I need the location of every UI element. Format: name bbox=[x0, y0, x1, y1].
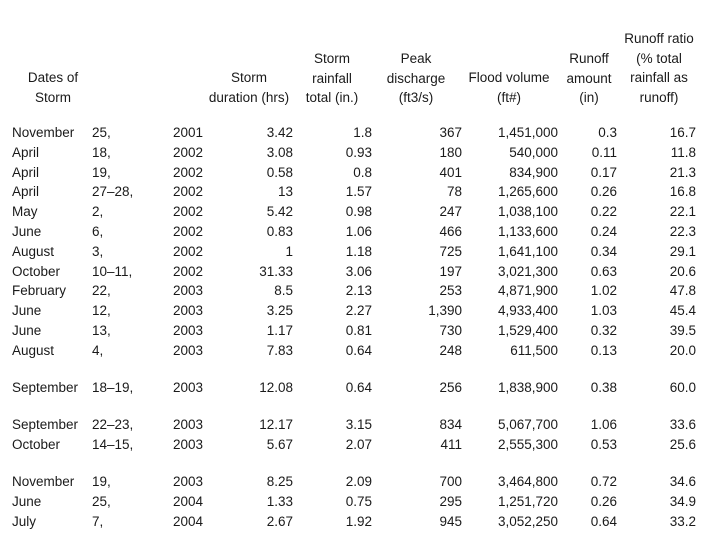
cell-flood-volume: 3,021,300 bbox=[497, 263, 558, 279]
cell-runoff-ratio: 60.0 bbox=[669, 380, 696, 395]
cell-runoff-ratio: 33.6 bbox=[669, 417, 696, 432]
cell-rainfall: 0.98 bbox=[345, 204, 372, 220]
cell-runoff-ratio: 25.6 bbox=[669, 436, 696, 452]
cell-month: September bbox=[12, 417, 79, 432]
cell-day: 6, bbox=[92, 224, 104, 239]
cell-year: 2003 bbox=[173, 380, 204, 395]
cell-year: 2003 bbox=[173, 342, 204, 358]
cell-year: 2002 bbox=[173, 184, 204, 200]
cell-peak-discharge: 730 bbox=[439, 323, 462, 338]
cell-day: 3, bbox=[92, 243, 104, 259]
cell-month: November bbox=[12, 125, 75, 140]
cell-month: May bbox=[12, 204, 38, 220]
cell-day: 7, bbox=[92, 513, 104, 529]
cell-flood-volume: 1,133,600 bbox=[497, 224, 558, 239]
cell-peak-discharge: 834 bbox=[439, 417, 462, 432]
cell-day: 19, bbox=[92, 164, 111, 180]
cell-flood-volume: 5,067,700 bbox=[497, 417, 558, 432]
cell-peak-discharge: 1,390 bbox=[428, 303, 462, 319]
cell-rainfall: 2.09 bbox=[345, 474, 372, 489]
cell-year: 2002 bbox=[173, 243, 204, 259]
cell-runoff-ratio: 45.4 bbox=[669, 303, 696, 319]
cell-month: June bbox=[12, 303, 42, 319]
cell-runoff-amount: 0.17 bbox=[590, 164, 617, 180]
header-line: (% total bbox=[636, 50, 682, 66]
cell-runoff-ratio: 29.1 bbox=[669, 243, 696, 259]
cell-duration: 31.33 bbox=[259, 263, 293, 279]
header-line: Runoff bbox=[569, 51, 609, 66]
header-line: amount bbox=[566, 70, 612, 86]
cell-runoff-amount: 0.11 bbox=[591, 144, 617, 160]
cell-peak-discharge: 248 bbox=[439, 342, 462, 358]
cell-peak-discharge: 411 bbox=[440, 436, 462, 452]
cell-flood-volume: 834,900 bbox=[509, 164, 558, 180]
table-row bbox=[0, 242, 720, 262]
cell-runoff-ratio: 33.2 bbox=[669, 513, 696, 529]
cell-year: 2002 bbox=[173, 263, 204, 279]
header-line: (ft3/s) bbox=[398, 90, 434, 105]
cell-rainfall: 0.8 bbox=[353, 164, 372, 180]
cell-duration: 7.83 bbox=[266, 342, 293, 358]
cell-year: 2002 bbox=[173, 164, 204, 180]
header-peak-discharge bbox=[378, 49, 454, 108]
cell-day: 25, bbox=[92, 125, 111, 140]
cell-day: 14–15, bbox=[92, 436, 134, 452]
cell-day: 10–11, bbox=[92, 263, 133, 279]
cell-month: October bbox=[12, 436, 61, 452]
cell-day: 4, bbox=[92, 342, 104, 358]
cell-flood-volume: 4,933,400 bbox=[497, 303, 558, 319]
header-line: discharge bbox=[386, 70, 446, 86]
cell-day: 27–28, bbox=[92, 184, 134, 200]
cell-day: 2, bbox=[92, 204, 104, 220]
cell-peak-discharge: 725 bbox=[439, 243, 462, 259]
cell-day: 22, bbox=[92, 283, 111, 299]
table-row bbox=[0, 472, 720, 492]
header-line: Storm bbox=[230, 70, 267, 85]
cell-duration: 2.67 bbox=[266, 513, 293, 529]
header-line: Storm bbox=[34, 89, 71, 105]
header-flood-volume bbox=[456, 68, 562, 107]
cell-peak-discharge: 466 bbox=[439, 224, 462, 239]
cell-duration: 12.17 bbox=[259, 417, 293, 432]
cell-peak-discharge: 945 bbox=[439, 513, 462, 529]
cell-duration: 12.08 bbox=[259, 380, 293, 395]
header-line: (in) bbox=[579, 90, 599, 105]
cell-runoff-amount: 0.26 bbox=[590, 493, 617, 509]
header-line: Runoff ratio bbox=[624, 31, 694, 46]
cell-rainfall: 0.64 bbox=[345, 342, 372, 358]
cell-flood-volume: 3,052,250 bbox=[497, 513, 558, 529]
cell-flood-volume: 1,641,100 bbox=[497, 243, 558, 259]
header-line: total (in.) bbox=[305, 90, 359, 105]
cell-flood-volume: 2,555,300 bbox=[497, 436, 558, 452]
table-row bbox=[0, 415, 720, 435]
cell-duration: 3.42 bbox=[266, 125, 293, 140]
table-row bbox=[0, 123, 720, 143]
table-row bbox=[0, 143, 720, 163]
cell-duration: 5.42 bbox=[266, 204, 293, 220]
header-line: Dates of bbox=[27, 70, 79, 85]
header-line: rainfall as bbox=[630, 70, 688, 85]
cell-runoff-ratio: 16.7 bbox=[669, 125, 696, 140]
cell-rainfall: 1.18 bbox=[345, 243, 372, 259]
table-row bbox=[0, 202, 720, 222]
cell-duration: 0.58 bbox=[266, 164, 293, 180]
cell-flood-volume: 540,000 bbox=[509, 144, 558, 160]
header-storm-duration bbox=[200, 68, 298, 107]
cell-peak-discharge: 295 bbox=[439, 493, 462, 509]
cell-peak-discharge: 180 bbox=[439, 144, 462, 160]
cell-peak-discharge: 367 bbox=[439, 125, 462, 140]
cell-day: 13, bbox=[92, 323, 111, 338]
cell-month: April bbox=[12, 144, 40, 160]
cell-year: 2003 bbox=[173, 283, 204, 299]
cell-month: June bbox=[12, 224, 42, 239]
cell-flood-volume: 1,251,720 bbox=[497, 493, 558, 509]
cell-peak-discharge: 247 bbox=[439, 204, 462, 220]
table-row bbox=[0, 321, 720, 341]
cell-runoff-ratio: 22.1 bbox=[669, 204, 696, 220]
cell-peak-discharge: 256 bbox=[439, 380, 462, 395]
cell-month: September bbox=[12, 380, 79, 395]
cell-year: 2002 bbox=[173, 144, 204, 160]
cell-year: 2002 bbox=[173, 224, 204, 239]
cell-day: 18, bbox=[92, 144, 111, 160]
cell-month: June bbox=[12, 493, 42, 509]
cell-year: 2003 bbox=[173, 474, 204, 489]
header-storm-rainfall bbox=[296, 49, 368, 108]
cell-runoff-ratio: 20.0 bbox=[669, 342, 696, 358]
header-line: Peak bbox=[400, 51, 432, 66]
cell-rainfall: 2.13 bbox=[345, 283, 372, 299]
cell-rainfall: 1.06 bbox=[345, 224, 372, 239]
cell-runoff-ratio: 47.8 bbox=[669, 283, 696, 299]
cell-year: 2001 bbox=[173, 125, 204, 140]
cell-runoff-amount: 0.3 bbox=[598, 125, 617, 140]
cell-flood-volume: 4,871,900 bbox=[497, 283, 558, 299]
cell-duration: 8.5 bbox=[274, 283, 293, 299]
cell-runoff-ratio: 16.8 bbox=[669, 184, 696, 200]
cell-duration: 1.33 bbox=[266, 493, 293, 509]
cell-day: 19, bbox=[92, 474, 111, 489]
cell-year: 2004 bbox=[173, 493, 204, 509]
cell-runoff-ratio: 20.6 bbox=[669, 263, 696, 279]
cell-month: August bbox=[12, 243, 55, 259]
cell-runoff-amount: 1.02 bbox=[590, 283, 617, 299]
cell-runoff-ratio: 21.3 bbox=[669, 164, 696, 180]
table-row bbox=[0, 512, 720, 532]
cell-runoff-amount: 0.26 bbox=[590, 184, 617, 200]
cell-year: 2002 bbox=[173, 204, 204, 220]
cell-runoff-amount: 0.22 bbox=[590, 204, 617, 220]
cell-flood-volume: 1,838,900 bbox=[497, 380, 558, 395]
cell-runoff-amount: 1.06 bbox=[590, 417, 617, 432]
cell-runoff-amount: 0.24 bbox=[590, 224, 617, 239]
cell-duration: 13 bbox=[277, 184, 293, 200]
header-runoff-ratio bbox=[612, 29, 706, 107]
cell-rainfall: 2.07 bbox=[345, 436, 372, 452]
header-line: (ft#) bbox=[496, 89, 521, 105]
cell-month: November bbox=[12, 474, 75, 489]
cell-peak-discharge: 700 bbox=[439, 474, 462, 489]
table-row bbox=[0, 378, 720, 398]
cell-duration: 0.83 bbox=[266, 224, 293, 239]
cell-rainfall: 0.93 bbox=[345, 144, 372, 160]
cell-rainfall: 0.75 bbox=[345, 493, 372, 509]
header-line: runoff) bbox=[639, 89, 679, 105]
cell-runoff-amount: 0.63 bbox=[590, 263, 617, 279]
cell-peak-discharge: 197 bbox=[439, 263, 462, 279]
cell-runoff-ratio: 34.9 bbox=[669, 493, 696, 509]
cell-runoff-amount: 0.72 bbox=[590, 474, 617, 489]
cell-runoff-amount: 1.03 bbox=[590, 303, 617, 319]
header-line: duration (hrs) bbox=[208, 89, 290, 105]
cell-flood-volume: 1,038,100 bbox=[497, 204, 558, 220]
cell-month: August bbox=[12, 342, 55, 358]
cell-rainfall: 3.06 bbox=[345, 263, 372, 279]
cell-runoff-amount: 0.53 bbox=[590, 436, 617, 452]
cell-rainfall: 2.27 bbox=[345, 303, 372, 319]
cell-peak-discharge: 78 bbox=[446, 184, 462, 200]
table-row bbox=[0, 222, 720, 242]
cell-month: February bbox=[12, 283, 67, 299]
cell-day: 12, bbox=[92, 303, 111, 319]
table-row bbox=[0, 341, 720, 361]
cell-rainfall: 1.57 bbox=[345, 184, 372, 200]
header-line: rainfall bbox=[312, 70, 352, 86]
cell-peak-discharge: 253 bbox=[439, 283, 462, 299]
cell-duration: 3.08 bbox=[266, 144, 293, 160]
cell-duration: 3.25 bbox=[266, 303, 293, 319]
cell-year: 2003 bbox=[173, 303, 204, 319]
cell-day: 18–19, bbox=[92, 380, 134, 395]
header-line: Storm bbox=[313, 51, 350, 66]
cell-duration: 1 bbox=[285, 243, 293, 259]
cell-year: 2004 bbox=[173, 513, 204, 529]
cell-year: 2003 bbox=[173, 323, 204, 338]
cell-runoff-ratio: 34.6 bbox=[669, 474, 696, 489]
cell-rainfall: 0.81 bbox=[345, 323, 372, 338]
cell-runoff-ratio: 39.5 bbox=[669, 323, 696, 338]
cell-runoff-ratio: 11.8 bbox=[670, 144, 696, 160]
table-row bbox=[0, 281, 720, 301]
cell-runoff-amount: 0.38 bbox=[590, 380, 617, 395]
cell-flood-volume: 1,265,600 bbox=[497, 184, 558, 200]
cell-runoff-amount: 0.32 bbox=[590, 323, 617, 338]
cell-year: 2003 bbox=[173, 417, 204, 432]
cell-flood-volume: 1,451,000 bbox=[497, 125, 558, 140]
cell-day: 22–23, bbox=[92, 417, 134, 432]
cell-runoff-ratio: 22.3 bbox=[669, 224, 696, 239]
cell-runoff-amount: 0.64 bbox=[590, 513, 617, 529]
cell-flood-volume: 1,529,400 bbox=[497, 323, 558, 338]
table-row bbox=[0, 435, 720, 455]
cell-runoff-amount: 0.13 bbox=[590, 342, 617, 358]
cell-rainfall: 1.8 bbox=[353, 125, 372, 140]
cell-rainfall: 3.15 bbox=[345, 417, 372, 432]
header-runoff-amount bbox=[560, 49, 618, 108]
table-row bbox=[0, 262, 720, 282]
table-row bbox=[0, 301, 720, 321]
cell-month: April bbox=[12, 164, 40, 180]
header-line: Flood volume bbox=[468, 70, 550, 85]
cell-year: 2003 bbox=[173, 436, 204, 452]
cell-peak-discharge: 401 bbox=[439, 164, 462, 180]
cell-month: October bbox=[12, 263, 61, 279]
table-row bbox=[0, 492, 720, 512]
cell-rainfall: 0.64 bbox=[345, 380, 372, 395]
cell-duration: 8.25 bbox=[266, 474, 293, 489]
table-row bbox=[0, 182, 720, 202]
cell-day: 25, bbox=[92, 493, 111, 509]
cell-month: June bbox=[12, 323, 42, 338]
cell-flood-volume: 611,500 bbox=[510, 342, 558, 358]
cell-flood-volume: 3,464,800 bbox=[497, 474, 558, 489]
cell-month: April bbox=[12, 184, 40, 200]
table-row bbox=[0, 163, 720, 183]
cell-month: July bbox=[12, 513, 37, 529]
cell-rainfall: 1.92 bbox=[345, 513, 372, 529]
cell-duration: 1.17 bbox=[266, 323, 293, 338]
cell-duration: 5.67 bbox=[266, 436, 293, 452]
cell-runoff-amount: 0.34 bbox=[590, 243, 617, 259]
header-dates-of-storm bbox=[10, 68, 96, 107]
